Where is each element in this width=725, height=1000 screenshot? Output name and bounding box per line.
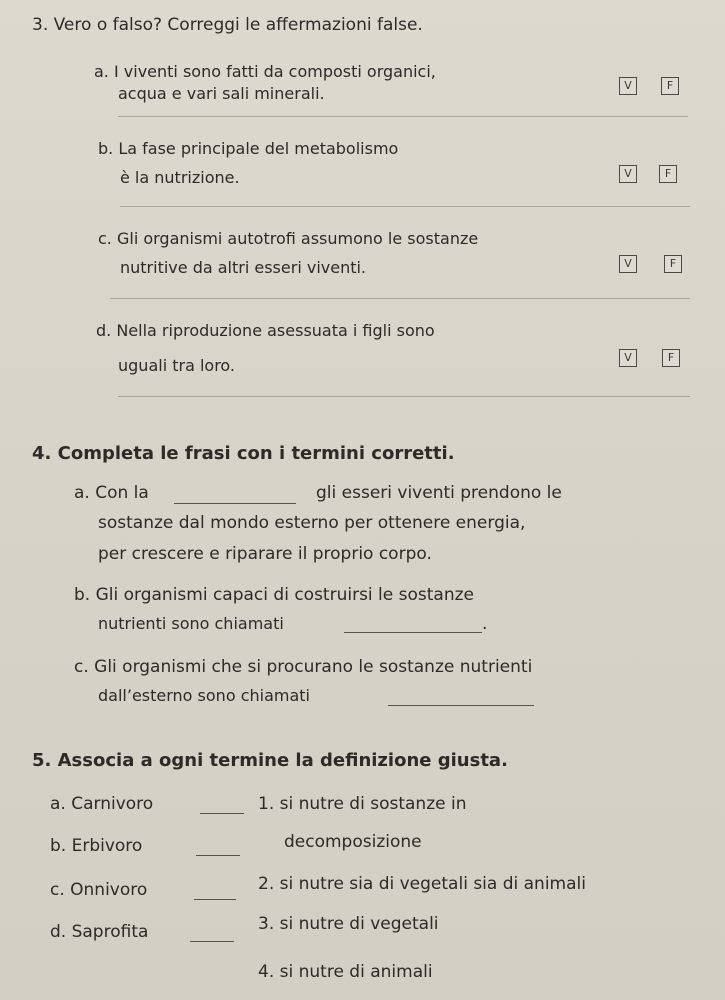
definition-3: 3. si nutre di vegetali	[258, 914, 439, 934]
exercise-4-title: 4. Completa le frasi con i termini corretti.	[32, 443, 455, 464]
fill-b-period: .	[482, 614, 488, 634]
tf-item-c-line1: c. Gli organismi autotrofi assumono le sostanze	[98, 229, 479, 248]
tf-item-a-correction-line[interactable]	[118, 116, 688, 117]
fill-a-blank[interactable]	[174, 503, 296, 504]
definition-2: 2. si nutre sia di vegetali sia di animali	[258, 874, 586, 894]
tf-item-c-line2: nutritive da altri esseri viventi.	[120, 258, 367, 277]
tf-item-a-true-box[interactable]: V	[619, 77, 637, 95]
term-onnivoro: c. Onnivoro	[50, 880, 148, 900]
tf-item-b-line1: b. La fase principale del metabolismo	[98, 139, 399, 158]
tf-item-c-correction-line[interactable]	[110, 298, 690, 299]
tf-item-d-line2: uguali tra loro.	[118, 356, 236, 375]
fill-c-blank[interactable]	[388, 705, 534, 706]
fill-c-line2: dall’esterno sono chiamati	[98, 686, 310, 705]
fill-b-blank[interactable]	[344, 632, 482, 633]
exercise-3-title: 3. Vero o falso? Correggi le affermazioni false.	[32, 15, 423, 35]
tf-item-b-line2: è la nutrizione.	[120, 168, 240, 187]
fill-a-end: gli esseri viventi prendono le	[316, 483, 562, 503]
tf-item-d-true-box[interactable]: V	[619, 349, 637, 367]
fill-b-line2: nutrienti sono chiamati	[98, 614, 284, 633]
fill-c-line1: c. Gli organismi che si procurano le sostanze nutrienti	[74, 657, 533, 677]
tf-item-b-false-box[interactable]: F	[659, 165, 677, 183]
tf-item-a-false-box[interactable]: F	[661, 77, 679, 95]
term-saprofita: d. Saprofita	[50, 922, 149, 942]
tf-item-a-line1: a. I viventi sono fatti da composti organici,	[94, 62, 436, 81]
tf-item-d-false-box[interactable]: F	[662, 349, 680, 367]
term-onnivoro-blank[interactable]	[194, 899, 236, 900]
term-carnivoro: a. Carnivoro	[50, 794, 154, 814]
fill-a-line3: per crescere e riparare il proprio corpo.	[98, 544, 432, 564]
definition-4: 4. si nutre di animali	[258, 962, 433, 982]
term-carnivoro-blank[interactable]	[200, 813, 244, 814]
tf-item-a-line2: acqua e vari sali minerali.	[118, 84, 325, 103]
definition-1-line2: decomposizione	[284, 832, 422, 852]
tf-item-c-true-box[interactable]: V	[619, 255, 637, 273]
tf-item-c-false-box[interactable]: F	[664, 255, 682, 273]
fill-b-line1: b. Gli organismi capaci di costruirsi le sostanze	[74, 585, 474, 605]
tf-item-b-true-box[interactable]: V	[619, 165, 637, 183]
tf-item-b-correction-line[interactable]	[120, 206, 690, 207]
tf-item-d-correction-line[interactable]	[118, 396, 690, 397]
fill-a-start: a. Con la	[74, 483, 149, 503]
definition-1-line1: 1. si nutre di sostanze in	[258, 794, 467, 814]
term-erbivoro-blank[interactable]	[196, 855, 240, 856]
exercise-5-title: 5. Associa a ogni termine la definizione giusta.	[32, 750, 508, 771]
tf-item-d-line1: d. Nella riproduzione asessuata i figli sono	[96, 321, 435, 340]
term-saprofita-blank[interactable]	[190, 941, 234, 942]
term-erbivoro: b. Erbivoro	[50, 836, 143, 856]
fill-a-line2: sostanze dal mondo esterno per ottenere energia,	[98, 513, 526, 533]
